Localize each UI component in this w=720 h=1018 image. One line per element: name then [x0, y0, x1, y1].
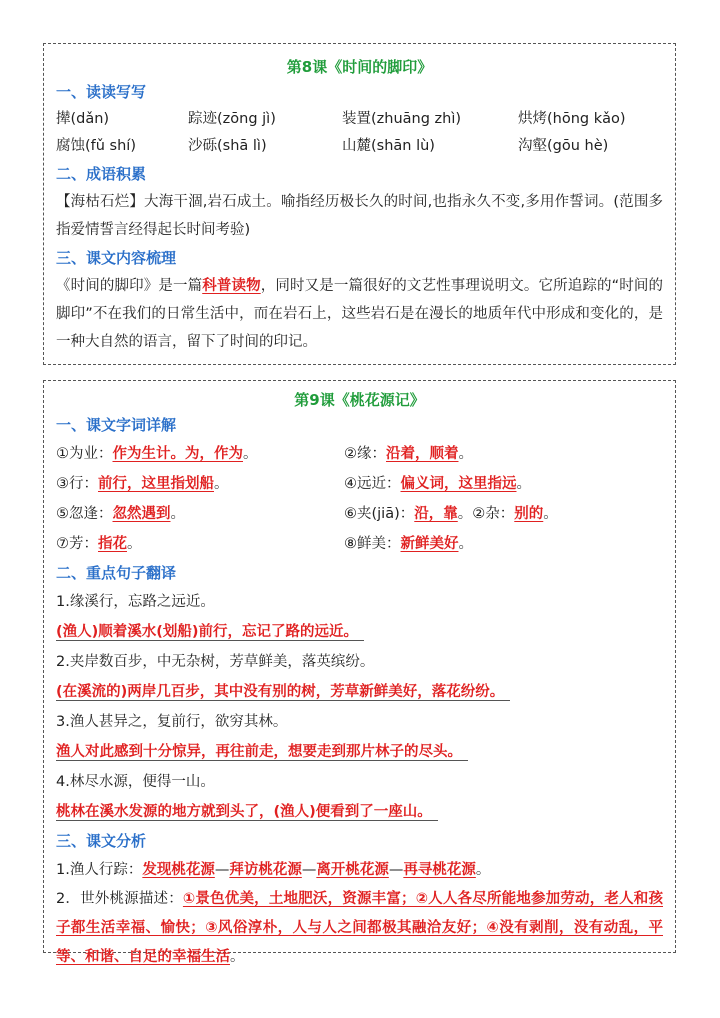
vocab-answer: 新鲜美好 [400, 536, 459, 552]
sentence-answer-text: (在溪流的)两岸几百步，其中没有别的树，芳草新鲜美好，落花纷纷。 [56, 684, 510, 701]
route-sep: — [214, 862, 230, 878]
vocab-answer: 前行，这里指划船 [98, 476, 214, 492]
vocab-label: ④远近： [344, 476, 401, 492]
word-item: 撵(dǎn) [56, 111, 110, 127]
vocab-answer: 作为生计。为，作为 [112, 446, 243, 462]
vocab-end: 。 [458, 446, 473, 462]
vocab-item [56, 439, 344, 469]
analysis-description-end: 。 [230, 949, 245, 965]
vocab-answer: 指花 [98, 536, 127, 552]
word-item: 装置(zhuāng zhì) [342, 111, 462, 127]
vocab-label: ②杂： [472, 506, 515, 522]
sentence-answer [56, 617, 663, 647]
route-sep: — [301, 862, 317, 878]
word-item: 沙砾(shā lì) [188, 138, 267, 154]
lesson9-section-vocab: 一、课文字词详解 [56, 416, 177, 434]
word-item: 烘烤(hōng kǎo) [518, 111, 626, 127]
vocab-grid [56, 439, 663, 559]
vocab-item [56, 499, 344, 529]
route-step: 离开桃花源 [316, 862, 389, 878]
lesson8-title: 第8课《时间的脚印》 [286, 58, 433, 76]
lesson8-card [43, 43, 676, 365]
lesson8-section-idioms: 二、成语积累 [56, 165, 147, 183]
sentence-answer-text: (渔人)顺着溪水(划船)前行，忘记了路的远近。 [56, 624, 364, 641]
vocab-end: 。 [170, 506, 185, 522]
route-step: 发现桃花源 [142, 862, 215, 878]
word-item: 沟壑(gōu hè) [518, 138, 609, 154]
sentence-answer-text: 渔人对此感到十分惊异，再往前走，想要走到那片林子的尽头。 [56, 744, 468, 761]
idiom-paragraph: 【海枯石烂】大海干涸,岩石成土。喻指经历极长久的时间,也指永久不变,多用作誓词。(范围多指爱情誓言经得起长时间考验) [56, 194, 663, 238]
vocab-answer: 偏义词，这里指远 [400, 476, 517, 492]
lesson9-title: 第9课《桃花源记》 [294, 391, 425, 409]
vocab-end: 。 [127, 536, 142, 552]
vocab-end: 。 [543, 506, 558, 522]
vocab-end: 。 [457, 506, 473, 522]
vocab-label: ⑥夹(jiā)： [344, 506, 415, 522]
lesson8-section-summary: 三、课文内容梳理 [56, 249, 177, 267]
summary-highlight: 科普读物 [202, 278, 261, 294]
vocab-label: ②缘： [344, 446, 386, 462]
route-end: 。 [475, 862, 491, 878]
analysis-description-answer: ①景色优美，土地肥沃，资源丰富；②人人各尽所能地参加劳动，老人和孩子都生活幸福、愉快；③风俗淳朴，人与人之间都极其融洽友好；④没有剥削，没有动乱，平等、和谐、自足的幸福生活 [56, 891, 663, 965]
analysis-route-label: 1.渔人行踪： [56, 862, 143, 878]
vocab-answer: 沿着，顺着 [386, 446, 459, 462]
route-step: 拜访桃花源 [229, 862, 302, 878]
sentence-answer-text: 桃林在溪水发源的地方就到头了，(渔人)便看到了一座山。 [56, 804, 438, 821]
summary-paragraph [56, 272, 663, 356]
lesson9-section-analysis: 三、课文分析 [56, 832, 147, 850]
word-item: 腐蚀(fǔ shí) [56, 138, 136, 154]
vocab-label: ⑤忽逢： [56, 506, 113, 522]
sentence-question: 3.渔人甚异之，复前行，欲穷其林。 [56, 714, 288, 730]
vocab-answer: 沿，靠 [414, 506, 458, 522]
analysis-description-label: 2．世外桃源描述： [56, 891, 183, 907]
word-item: 山麓(shān lù) [342, 138, 435, 154]
vocab-answer: 忽然遇到 [112, 506, 171, 522]
vocab-label: ⑦芳： [56, 536, 98, 552]
analysis-description [56, 885, 663, 972]
sentence-question: 4.林尽水源，便得一山。 [56, 774, 215, 790]
vocab-label: ③行： [56, 476, 98, 492]
vocab-end: 。 [516, 476, 531, 492]
vocab-item [56, 469, 344, 499]
vocab-answer: 别的 [514, 506, 544, 522]
summary-pre: 《时间的脚印》是一篇 [56, 278, 203, 294]
vocab-label: ⑧鲜美： [344, 536, 401, 552]
lesson9-card [43, 380, 676, 965]
vocab-item [344, 529, 632, 559]
route-step: 再寻桃花源 [403, 862, 476, 878]
analysis-route [56, 855, 663, 885]
sentence-answer [56, 677, 663, 707]
vocab-end: 。 [214, 476, 229, 492]
lesson8-section-read-write: 一、读读写写 [56, 83, 147, 101]
vocab-end: 。 [458, 536, 473, 552]
vocab-end: 。 [243, 446, 258, 462]
sentence-answer [56, 797, 663, 827]
vocab-label: ①为业： [56, 446, 113, 462]
sentence-question: 2.夹岸数百步，中无杂树，芳草鲜美，落英缤纷。 [56, 654, 375, 670]
lesson8-word-grid [56, 106, 663, 160]
sentence-answer [56, 737, 663, 767]
vocab-item [344, 499, 632, 529]
sentence-question: 1.缘溪行，忘路之远近。 [56, 594, 215, 610]
word-item: 踪迹(zōng jì) [188, 111, 276, 127]
vocab-item [344, 439, 632, 469]
lesson9-section-translation: 二、重点句子翻译 [56, 564, 177, 582]
summary-post: ，同时又是一篇很好的文艺性事理说明文。它所追踪的“时间的脚印”不在我们的日常生活中，而在岩石上，这些岩石是在漫长的地质年代中形成和变化的，是一种大自然的语言，留下了时间的印记。 [56, 278, 664, 350]
vocab-item [344, 469, 632, 499]
vocab-item [56, 529, 344, 559]
route-sep: — [388, 862, 404, 878]
